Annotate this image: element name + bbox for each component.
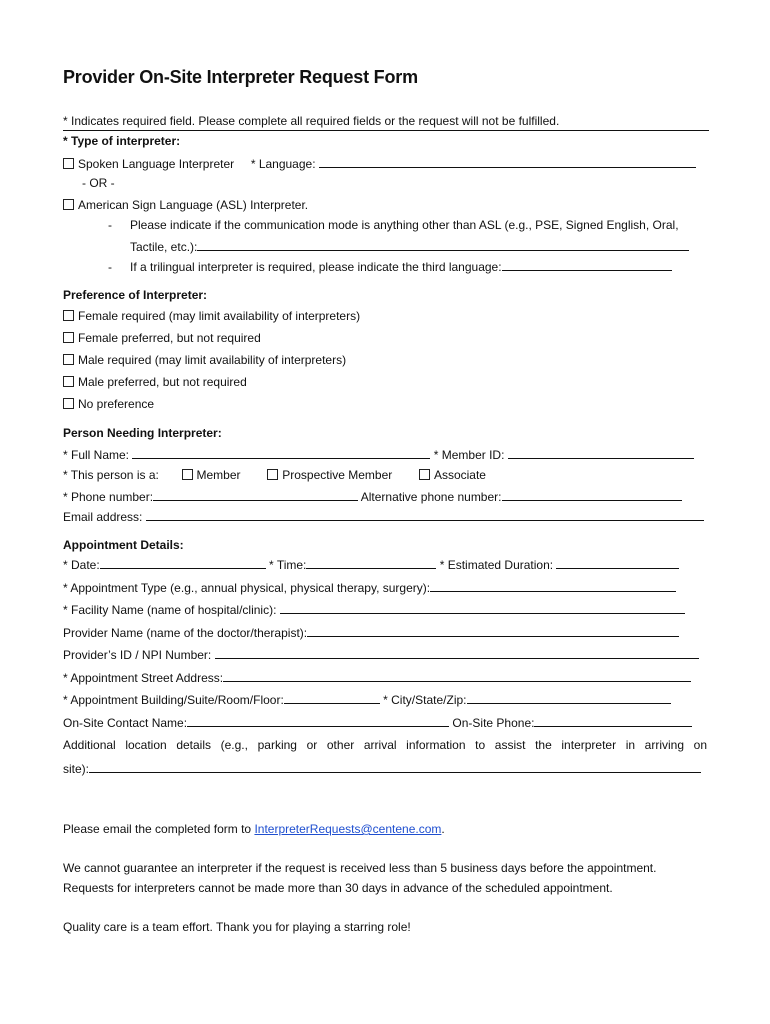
contact-label: On-Site Contact Name: xyxy=(63,716,188,730)
or-separator: - OR - xyxy=(82,176,115,190)
guarantee-text: We cannot guarantee an interpreter if the request is received less than 5 business days before the appointment. xyxy=(63,861,657,875)
duration-label: * Estimated Duration: xyxy=(439,558,554,572)
preference-label: Male required (may limit availability of interpreters) xyxy=(78,353,347,367)
preference-label: Female required (may limit availability of interpreters) xyxy=(78,309,361,323)
comm-mode-label-2: Tactile, etc.): xyxy=(130,240,198,254)
appt-type-row xyxy=(63,580,676,595)
alt-phone-field[interactable] xyxy=(502,489,682,501)
time-field[interactable] xyxy=(306,557,436,569)
type-heading: * Type of interpreter: xyxy=(63,134,181,148)
preference-label: Male preferred, but not required xyxy=(78,375,247,389)
email-link[interactable]: InterpreterRequests@centene.com xyxy=(254,822,442,836)
date-label: * Date: xyxy=(63,558,100,572)
onsite-phone-label: On-Site Phone: xyxy=(452,716,535,730)
provider-name-row xyxy=(63,625,679,640)
alt-phone-label: Alternative phone number: xyxy=(360,490,502,504)
contact-field[interactable] xyxy=(187,715,449,727)
preference-option xyxy=(63,331,261,345)
bullet-dash: - xyxy=(108,218,112,232)
phone-row xyxy=(63,489,682,504)
email-field[interactable] xyxy=(146,509,704,521)
provider-name-field[interactable] xyxy=(307,625,679,637)
provider-id-label: Provider’s ID / NPI Number: xyxy=(63,648,212,662)
associate-checkbox[interactable] xyxy=(419,469,430,480)
comm-mode-label: Please indicate if the communication mode is anything other than ASL (e.g., PSE, Signed English, Oral, xyxy=(130,218,679,232)
building-row xyxy=(63,692,671,707)
comm-mode-row xyxy=(108,218,679,232)
email-instruction-text: Please email the completed form to xyxy=(63,822,252,836)
trilingual-row xyxy=(108,259,672,274)
thanks-text: Quality care is a team effort. Thank you for playing a starring role! xyxy=(63,920,411,934)
provider-id-field[interactable] xyxy=(215,647,699,659)
member-label: Member xyxy=(196,468,241,482)
spoken-checkbox[interactable] xyxy=(63,158,74,169)
member-id-label: * Member ID: xyxy=(433,448,505,462)
full-name-label: * Full Name: xyxy=(63,448,130,462)
asl-label: American Sign Language (ASL) Interpreter. xyxy=(78,198,309,212)
city-label: * City/State/Zip: xyxy=(383,693,467,707)
preference-checkbox[interactable] xyxy=(63,332,74,343)
street-label: * Appointment Street Address: xyxy=(63,671,224,685)
date-time-row xyxy=(63,557,679,572)
email-instruction-end: . xyxy=(441,822,445,836)
provider-id-row xyxy=(63,647,699,662)
person-heading: Person Needing Interpreter: xyxy=(63,426,222,440)
full-name-field[interactable] xyxy=(132,447,430,459)
building-label: * Appointment Building/Suite/Room/Floor: xyxy=(63,693,284,707)
building-field[interactable] xyxy=(284,692,380,704)
email-label: Email address: xyxy=(63,510,143,524)
language-field[interactable] xyxy=(319,156,696,168)
appt-type-label: * Appointment Type (e.g., annual physical, physical therapy, surgery): xyxy=(63,581,431,595)
preference-option xyxy=(63,353,346,367)
preference-option xyxy=(63,375,247,389)
email-row xyxy=(63,509,704,524)
duration-field[interactable] xyxy=(556,557,679,569)
comm-mode-field[interactable] xyxy=(197,239,689,251)
additional-details-label-2: site): xyxy=(63,762,90,776)
page-title: Provider On-Site Interpreter Request Form xyxy=(63,67,418,87)
facility-label: * Facility Name (name of hospital/clinic): xyxy=(63,603,277,617)
bullet-dash-2: - xyxy=(108,260,112,274)
date-field[interactable] xyxy=(100,557,266,569)
additional-details-field[interactable] xyxy=(89,761,701,773)
provider-name-label: Provider Name (name of the doctor/therapist): xyxy=(63,626,308,640)
associate-label: Associate xyxy=(433,468,486,482)
street-row xyxy=(63,670,691,685)
time-label: * Time: xyxy=(269,558,307,572)
preference-checkbox[interactable] xyxy=(63,398,74,409)
language-label: * Language: xyxy=(250,157,316,171)
person-type-row xyxy=(63,468,486,482)
contact-row xyxy=(63,715,692,730)
preference-option xyxy=(63,397,154,411)
preference-heading: Preference of Interpreter: xyxy=(63,288,208,302)
phone-label: * Phone number: xyxy=(63,490,154,504)
asl-checkbox[interactable] xyxy=(63,199,74,210)
additional-details-row xyxy=(63,761,701,776)
person-type-label: * This person is a: xyxy=(63,468,159,482)
street-field[interactable] xyxy=(223,670,691,682)
appointment-heading: Appointment Details: xyxy=(63,538,184,552)
comm-mode-row-2 xyxy=(130,239,689,254)
phone-field[interactable] xyxy=(153,489,358,501)
required-note: * Indicates required field. Please complete all required fields or the request will not be fulfilled. xyxy=(63,114,560,128)
facility-field[interactable] xyxy=(280,602,685,614)
appt-type-field[interactable] xyxy=(430,580,676,592)
member-checkbox[interactable] xyxy=(182,469,193,480)
member-id-field[interactable] xyxy=(508,447,694,459)
preference-label: Female preferred, but not required xyxy=(78,331,261,345)
facility-row xyxy=(63,602,685,617)
trilingual-field[interactable] xyxy=(502,259,672,271)
preference-label: No preference xyxy=(78,397,155,411)
spoken-label: Spoken Language Interpreter xyxy=(78,157,235,171)
preference-checkbox[interactable] xyxy=(63,376,74,387)
preference-option xyxy=(63,309,360,323)
trilingual-label: If a trilingual interpreter is required, please indicate the third language: xyxy=(130,260,502,274)
header-divider xyxy=(63,130,709,131)
email-instruction xyxy=(63,822,445,836)
prospective-label: Prospective Member xyxy=(282,468,393,482)
additional-details-label: Additional location details (e.g., parking or other arrival information to assist the interpreter in arriving on xyxy=(63,738,707,752)
city-field[interactable] xyxy=(467,692,671,704)
prospective-checkbox[interactable] xyxy=(267,469,278,480)
preference-checkbox[interactable] xyxy=(63,310,74,321)
full-name-row xyxy=(63,447,694,462)
onsite-phone-field[interactable] xyxy=(534,715,692,727)
preference-checkbox[interactable] xyxy=(63,354,74,365)
spoken-row xyxy=(63,156,696,171)
asl-row xyxy=(63,198,308,212)
advance-text: Requests for interpreters cannot be made more than 30 days in advance of the scheduled appointment. xyxy=(63,881,613,895)
